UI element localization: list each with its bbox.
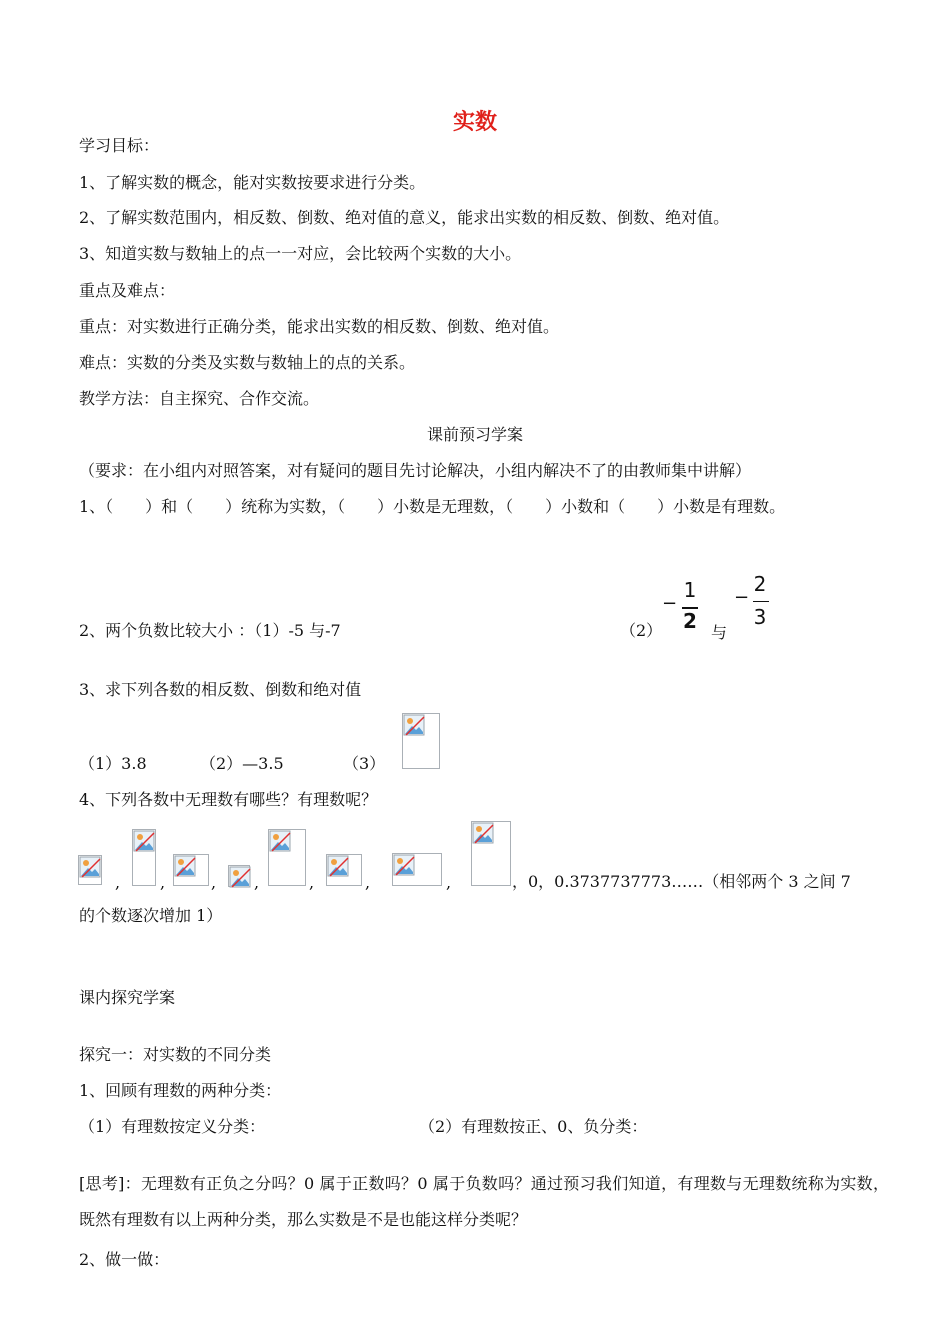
separator-comma: ,: [254, 873, 260, 892]
question-3-b: （2）—3.5: [200, 754, 284, 773]
separator-comma: ,: [446, 873, 452, 892]
broken-image-icon: [132, 829, 156, 886]
broken-image-icon: [471, 821, 511, 886]
broken-image-icon: [326, 854, 362, 886]
question-4-tail: ，0，0.3737737773……（相邻两个 3 之间 7: [512, 872, 851, 891]
classification-1: （1）有理数按定义分类：: [79, 1117, 266, 1136]
question-2: 2、两个负数比较大小 ：（1）-5 与-7: [79, 621, 341, 640]
broken-image-icon: [228, 865, 250, 887]
question-3-a: （1）3.8: [79, 754, 147, 773]
broken-image-icon: [173, 854, 209, 886]
objectives-heading: 学习目标：: [79, 136, 160, 155]
separator-comma: ,: [115, 873, 121, 892]
page-title: 实数: [452, 110, 497, 135]
explore-heading: 课内探究学案: [79, 988, 176, 1007]
question-4: 4、下列各数中无理数有哪些？有理数呢？: [79, 790, 378, 809]
broken-image-icon: [268, 829, 306, 886]
question-2-part2: （2）: [620, 621, 663, 640]
teaching-method: 教学方法：自主探究、合作交流。: [79, 389, 320, 408]
separator-comma: ,: [211, 873, 217, 892]
explore-item-2: 2、做一做：: [79, 1250, 170, 1269]
fraction-neg-one-half: − 1 2: [662, 578, 697, 633]
explore-item-1: 1、回顾有理数的两种分类：: [79, 1081, 282, 1100]
separator-comma: ,: [309, 873, 315, 892]
objective-3: 3、知道实数与数轴上的点一一对应，会比较两个实数的大小。: [79, 244, 522, 263]
separator-comma: ,: [365, 873, 371, 892]
separator-comma: ,: [160, 873, 166, 892]
broken-image-icon: [392, 853, 442, 886]
broken-image-icon: [78, 855, 102, 885]
question-3-c: （3）: [343, 754, 386, 773]
preview-heading: 课前预习学案: [426, 425, 523, 444]
classification-2: （2）有理数按正、0、负分类：: [419, 1117, 648, 1136]
key-points-heading: 重点及难点：: [79, 281, 176, 300]
broken-image-icon: [402, 713, 440, 769]
question-1: 1、（ ）和（ ）统称为实数，（ ）小数是无理数，（ ）小数和（ ）小数是有理数。: [79, 497, 786, 516]
think-paragraph: [思考]：无理数有正负之分吗？0 属于正数吗？0 属于负数吗？通过预习我们知道，有理数与无理数统称为实数，既然有理数有以上两种分类，那么实数是不是也能这样分类呢？: [79, 1174, 889, 1229]
key-point: 重点：对实数进行正确分类，能求出实数的相反数、倒数、绝对值。: [79, 317, 560, 336]
difficult-point: 难点：实数的分类及实数与数轴上的点的关系。: [79, 353, 416, 372]
question-3: 3、求下列各数的相反数、倒数和绝对值: [79, 680, 362, 699]
objective-2: 2、了解实数范围内，相反数、倒数、绝对值的意义，能求出实数的相反数、倒数、绝对值。: [79, 208, 730, 227]
preview-requirement: （要求：在小组内对照答案，对有疑问的题目先讨论解决，小组内解决不了的由教师集中讲解）: [79, 461, 752, 480]
question-2-and: 与: [711, 623, 728, 642]
explore-subheading: 探究一：对实数的不同分类: [79, 1045, 272, 1064]
question-4-tail2: 的个数逐次增加 1）: [79, 906, 223, 925]
fraction-neg-two-thirds: − 2 3: [734, 572, 774, 632]
objective-1: 1、了解实数的概念，能对实数按要求进行分类。: [79, 173, 426, 192]
